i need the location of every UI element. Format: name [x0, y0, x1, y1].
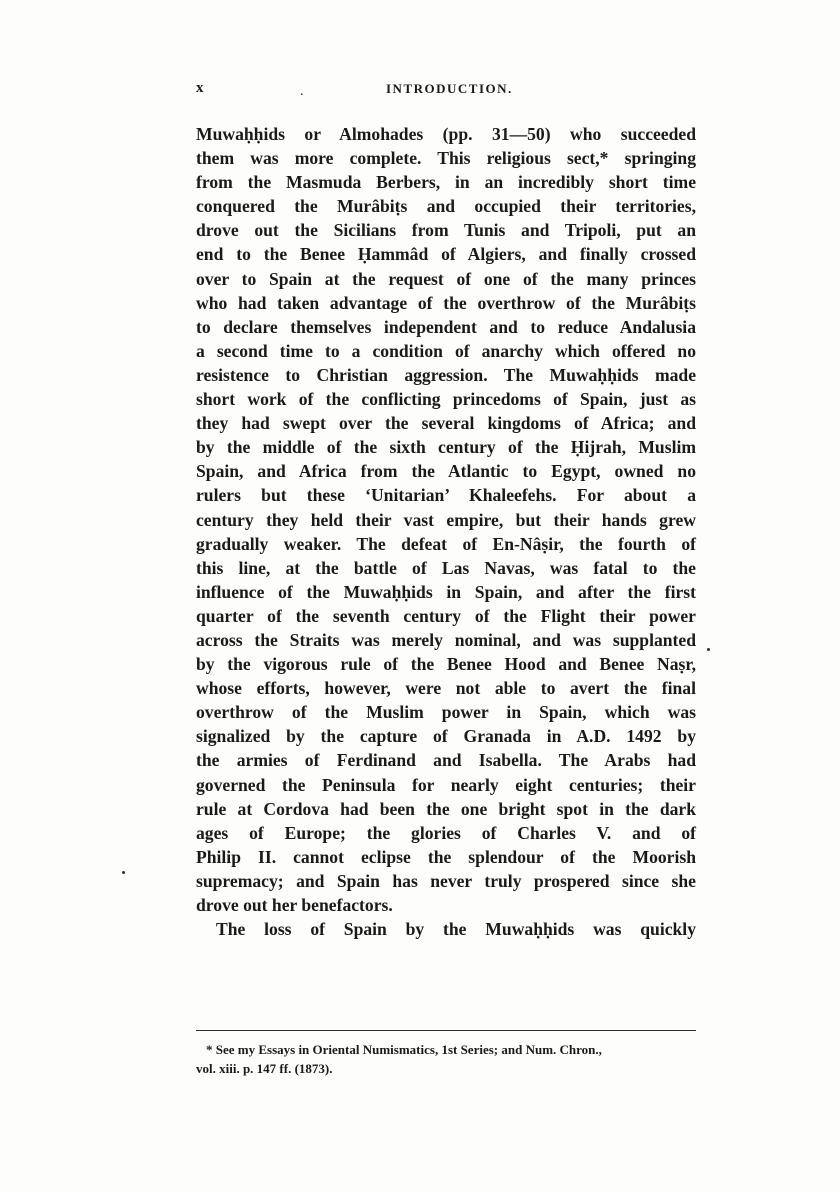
text-line: them was more complete. This religious sect,* springing	[196, 148, 696, 169]
footnote-line-2: vol. xiii. p. 147 ff. (1873).	[196, 1061, 333, 1076]
text-line: across the Straits was merely nominal, and was supplanted	[196, 629, 696, 650]
text-line: over to Spain at the request of one of the many princes	[196, 268, 696, 289]
text-line: quarter of the seventh century of the Flight their power	[196, 605, 696, 626]
text-line: drove out the Sicilians from Tunis and Tripoli, put an	[196, 220, 696, 241]
text-line: from the Masmuda Berbers, in an incredibly short time	[196, 172, 696, 193]
running-head: INTRODUCTION.	[386, 81, 513, 96]
text-line: ages of Europe; the glories of Charles V. and of	[196, 822, 696, 843]
text-line: rulers but these ‘Unitarian’ Khaleefehs. For about a	[196, 485, 696, 506]
text-line: whose efforts, however, were not able to avert the final	[196, 678, 696, 699]
text-line: overthrow of the Muslim power in Spain, which was	[196, 702, 696, 723]
footnote	[196, 1040, 696, 1078]
text-line: this line, at the battle of Las Navas, was fatal to the	[196, 557, 696, 578]
text-line: to declare themselves independent and to reduce Andalusia	[196, 316, 696, 337]
text-line: gradually weaker. The defeat of En-Nâṣir, the fourth of	[196, 533, 696, 554]
margin-speck	[707, 648, 710, 651]
header-dot: .	[300, 84, 304, 99]
footnote-line-1: * See my Essays in Oriental Numismatics, 1st Series; and Num. Chron.,	[206, 1042, 602, 1057]
text-line: they had swept over the several kingdoms of Africa; and	[196, 413, 696, 434]
text-line: drove out her benefactors.	[196, 895, 393, 915]
text-line: The loss of Spain by the Muwaḥḥids was quickly	[216, 919, 696, 940]
text-line: century they held their vast empire, but their hands grew	[196, 509, 696, 530]
text-line: resistence to Christian aggression. The Muwaḥḥids made	[196, 364, 696, 385]
text-line: rule at Cordova had been the one bright spot in the dark	[196, 798, 696, 819]
text-line: who had taken advantage of the overthrow of the Murâbiṭs	[196, 292, 696, 313]
text-line: the armies of Ferdinand and Isabella. The Arabs had	[196, 750, 696, 771]
text-line: by the middle of the sixth century of the Ḥijrah, Muslim	[196, 437, 696, 458]
text-line: conquered the Murâbiṭs and occupied their territories,	[196, 196, 696, 217]
text-line: by the vigorous rule of the Benee Hood and Benee Naṣr,	[196, 654, 696, 675]
text-line: Spain, and Africa from the Atlantic to Egypt, owned no	[196, 461, 696, 482]
page-header	[196, 80, 696, 102]
footnote-rule	[196, 1030, 696, 1031]
text-line: short work of the conflicting princedoms of Spain, just as	[196, 389, 696, 410]
text-line: supremacy; and Spain has never truly prospered since she	[196, 870, 696, 891]
text-line: signalized by the capture of Granada in A.D. 1492 by	[196, 726, 696, 747]
body-text	[196, 122, 696, 941]
margin-speck	[122, 871, 125, 874]
text-line: a second time to a condition of anarchy which offered no	[196, 340, 696, 361]
text-line: end to the Benee Ḥammâd of Algiers, and finally crossed	[196, 244, 696, 265]
text-line: Philip II. cannot eclipse the splendour of the Moorish	[196, 846, 696, 867]
page-number: x	[196, 80, 205, 96]
text-line: Muwaḥḥids or Almohades (pp. 31—50) who succeeded	[196, 124, 696, 144]
text-line: governed the Peninsula for nearly eight centuries; their	[196, 774, 696, 795]
text-line: influence of the Muwaḥḥids in Spain, and after the first	[196, 581, 696, 602]
